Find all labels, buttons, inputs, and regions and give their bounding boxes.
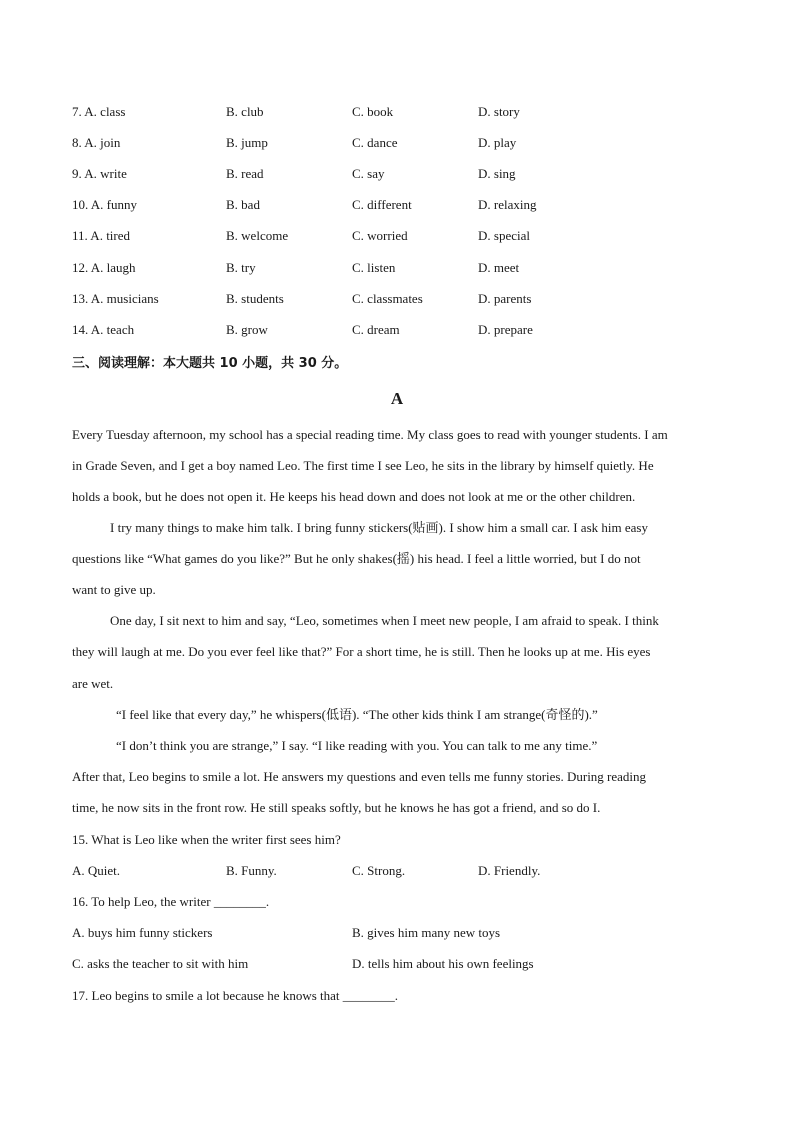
option-row-12 (72, 259, 732, 277)
option-b: B. club (226, 104, 264, 119)
option-row-8 (72, 134, 732, 152)
option-c: C. asks the teacher to sit with him (72, 956, 249, 971)
question-16-stem: 16. To help Leo, the writer ________. (72, 894, 270, 909)
question-16-options-cd (72, 955, 732, 973)
option-d: D. special (478, 228, 530, 243)
option-c: C. dance (352, 135, 398, 150)
question-15-stem: 15. What is Leo like when the writer first sees him? (72, 832, 341, 847)
option-c: C. book (352, 104, 394, 119)
option-d: D. parents (478, 291, 532, 306)
option-a: 13. A. musicians (72, 291, 159, 306)
passage-line: time, he now sits in the front row. He still speaks softly, but he knows he has got a friend, and so do I. (72, 800, 601, 815)
passage-line: “I don’t think you are strange,” I say. “I like reading with you. You can talk to me any time.” (116, 738, 598, 753)
option-d: D. prepare (478, 322, 533, 337)
option-d: D. tells him about his own feelings (352, 956, 534, 971)
option-a: 7. A. class (72, 104, 126, 119)
option-row-10 (72, 196, 732, 214)
option-a: 10. A. funny (72, 197, 137, 212)
option-b: B. grow (226, 322, 268, 337)
option-row-7 (72, 103, 732, 121)
option-c: C. listen (352, 260, 396, 275)
passage-line: questions like “What games do you like?” But he only shakes(摇) his head. I feel a little worried, but I do not (72, 551, 641, 566)
option-c: C. worried (352, 228, 408, 243)
option-row-9 (72, 165, 732, 183)
option-d: D. sing (478, 166, 516, 181)
option-b: B. welcome (226, 228, 289, 243)
passage-line: Every Tuesday afternoon, my school has a special reading time. My class goes to read with younger students. I am (72, 427, 668, 442)
option-c: C. say (352, 166, 385, 181)
option-row-14 (72, 321, 732, 339)
option-d: D. story (478, 104, 520, 119)
question-17-stem: 17. Leo begins to smile a lot because he knows that ________. (72, 988, 399, 1003)
passage-line: After that, Leo begins to smile a lot. He answers my questions and even tells me funny stories. During reading (72, 769, 647, 784)
passage-line: in Grade Seven, and I get a boy named Leo. The first time I see Leo, he sits in the library by himself quietly. He (72, 458, 654, 473)
passage-line: holds a book, but he does not open it. He keeps his head down and does not look at me or the other children. (72, 489, 636, 504)
option-c: C. classmates (352, 291, 423, 306)
option-row-11 (72, 227, 732, 245)
passage-line: they will laugh at me. Do you ever feel like that?” For a short time, he is still. Then he looks up at me. His eyes (72, 644, 651, 659)
option-d: D. play (478, 135, 517, 150)
option-a: A. buys him funny stickers (72, 925, 213, 940)
option-a: 14. A. teach (72, 322, 135, 337)
option-d: D. Friendly. (478, 863, 541, 878)
passage-line: want to give up. (72, 582, 156, 597)
option-b: B. Funny. (226, 863, 277, 878)
option-row-13 (72, 290, 732, 308)
option-b: B. bad (226, 197, 260, 212)
option-d: D. relaxing (478, 197, 537, 212)
option-b: B. gives him many new toys (352, 925, 501, 940)
option-a: A. Quiet. (72, 863, 121, 878)
option-b: B. read (226, 166, 264, 181)
option-a: 8. A. join (72, 135, 121, 150)
option-b: B. jump (226, 135, 268, 150)
passage-line: One day, I sit next to him and say, “Leo, sometimes when I meet new people, I am afraid to speak. I think (110, 613, 659, 628)
option-a: 12. A. laugh (72, 260, 136, 275)
passage-line: I try many things to make him talk. I bring funny stickers(贴画). I show him a small car. I ask him easy (110, 520, 648, 535)
question-15-options (72, 862, 732, 880)
option-a: 11. A. tired (72, 228, 131, 243)
option-a: 9. A. write (72, 166, 127, 181)
option-b: B. try (226, 260, 256, 275)
section-heading: 三、阅读理解：本大题共 10 小题，共 30 分。 (72, 356, 348, 371)
option-d: D. meet (478, 260, 520, 275)
option-c: C. Strong. (352, 863, 406, 878)
option-b: B. students (226, 291, 284, 306)
question-16-options-ab (72, 924, 732, 942)
passage-line: are wet. (72, 676, 114, 691)
option-c: C. dream (352, 322, 400, 337)
passage-title: A (390, 389, 404, 408)
option-c: C. different (352, 197, 412, 212)
passage-line: “I feel like that every day,” he whispers(低语). “The other kids think I am strange(奇怪的).” (116, 707, 598, 722)
